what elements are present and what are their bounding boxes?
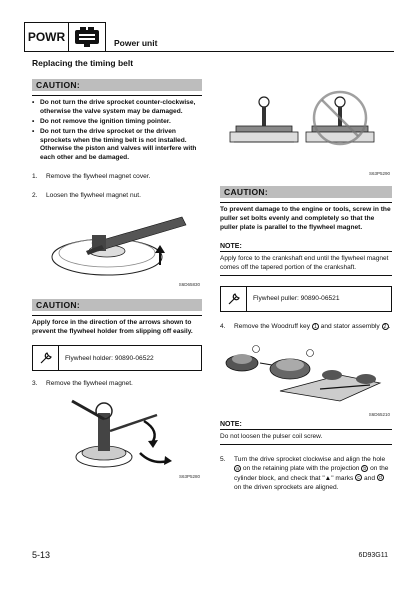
caution-rule — [220, 202, 392, 203]
callout-marker: b — [361, 465, 368, 472]
step-text — [234, 322, 390, 331]
stator-illustration — [220, 335, 392, 418]
step-5 — [220, 455, 392, 492]
note-rule — [220, 429, 392, 430]
step-2 — [32, 191, 202, 200]
engine-icon — [69, 23, 105, 51]
note-end-rule — [220, 275, 392, 276]
caution-item: • Do not turn the drive sprocket or the driven sprockets when the timing belt is not installed. Otherwise the piston and valves will interfere with each other and be damaged. — [32, 128, 202, 164]
tool-text: Flywheel holder: 90890-06522 — [65, 354, 154, 362]
figure-stator — [220, 335, 392, 417]
step-number: 5. — [220, 456, 226, 464]
note-text: Apply force to the crankshaft end until the flywheel magnet comes off the tapered portion of the crankshaft. — [220, 254, 389, 271]
tool-text: Flywheel puller: 90890-06521 — [253, 295, 340, 303]
tool-icon — [33, 346, 59, 370]
step-number: 3. — [32, 380, 38, 388]
callout-marker: 1 — [312, 323, 319, 330]
flywheel-removal-illustration — [32, 391, 202, 477]
callout-marker: 2 — [382, 323, 389, 330]
step-text-part: Turn the drive sprocket clockwise and align the hole — [234, 456, 386, 464]
step-text-part: Remove the Woodruff key — [234, 322, 312, 330]
figure-id: S63P5280 — [178, 473, 200, 479]
caution-list — [32, 99, 202, 163]
caution-item: • Do not turn the drive sprocket counter-clockwise, otherwise the valve system may be damaged. — [32, 99, 202, 117]
page-title: Replacing the timing belt — [32, 58, 134, 68]
note-text: Do not loosen the pulser coil screw. — [220, 433, 323, 441]
step-text: Loosen the flywheel magnet nut. — [46, 192, 141, 200]
caution-label: CAUTION: — [32, 79, 202, 91]
step-text — [234, 455, 392, 492]
caution-text: Apply force in the direction of the arrows shown to prevent the flywheel holder from slipping off easily. — [32, 318, 193, 335]
caution-label: CAUTION: — [220, 186, 392, 198]
page-number: 5-13 — [32, 550, 51, 560]
caution-rule — [32, 95, 202, 96]
step-number: 1. — [32, 173, 38, 181]
caution-item: • Do not remove the ignition timing pointer. — [32, 118, 202, 127]
step-text: Remove the flywheel magnet. — [46, 380, 133, 388]
section-code: POWR — [25, 23, 69, 51]
note-rule — [220, 251, 392, 252]
figure-flywheel-nut — [32, 205, 202, 287]
section-badge — [24, 22, 106, 52]
step-4 — [220, 322, 392, 331]
document-code: 6D93G11 — [358, 552, 388, 559]
special-tool-box — [220, 286, 392, 312]
figure-id: S6D65210 — [368, 412, 390, 418]
step-text-part: on the cylinder block, and check that " — [234, 465, 389, 482]
step-text-part: and stator assembly — [318, 322, 382, 330]
step-text-part: " marks — [331, 474, 356, 482]
step-text-part: on the driven sprockets are aligned. — [234, 483, 339, 491]
caution-label: CAUTION: — [32, 299, 202, 311]
step-text: Remove the flywheel magnet cover. — [46, 173, 151, 181]
note-end-rule — [220, 444, 392, 445]
special-tool-box — [32, 345, 202, 371]
step-1 — [32, 172, 202, 181]
left-column — [32, 58, 202, 479]
figure-flywheel-removal — [32, 391, 202, 479]
section-title: Power unit — [114, 38, 158, 48]
figure-id: S63P5290 — [368, 171, 390, 176]
step-number: 2. — [32, 192, 38, 200]
header-rule — [106, 51, 394, 52]
step-3 — [32, 379, 202, 388]
figure-puller — [220, 88, 392, 176]
figure-id: S6D65830 — [178, 281, 200, 287]
caution-text: To prevent damage to the engine or tools, screw in the puller set bolts evenly and completely so that the puller plate is parallel to the flywheel magnet. — [220, 206, 391, 231]
callout-marker: d — [377, 474, 384, 481]
step-text-part: . — [388, 322, 391, 330]
tool-icon — [221, 287, 247, 311]
right-column — [220, 58, 392, 492]
page-header — [24, 22, 394, 52]
step-number: 4. — [220, 322, 226, 330]
step-text-part: on the retaining plate with the projection — [241, 465, 362, 473]
flywheel-nut-illustration — [32, 205, 202, 283]
triangle-mark: ▲ — [324, 474, 332, 482]
note-label: NOTE: — [220, 421, 242, 429]
callout-marker: c — [355, 474, 362, 481]
callout-marker: a — [234, 465, 241, 472]
step-text-part: and — [362, 474, 377, 482]
puller-illustration — [220, 88, 392, 172]
caution-rule — [32, 315, 202, 316]
note-label: NOTE: — [220, 242, 242, 250]
